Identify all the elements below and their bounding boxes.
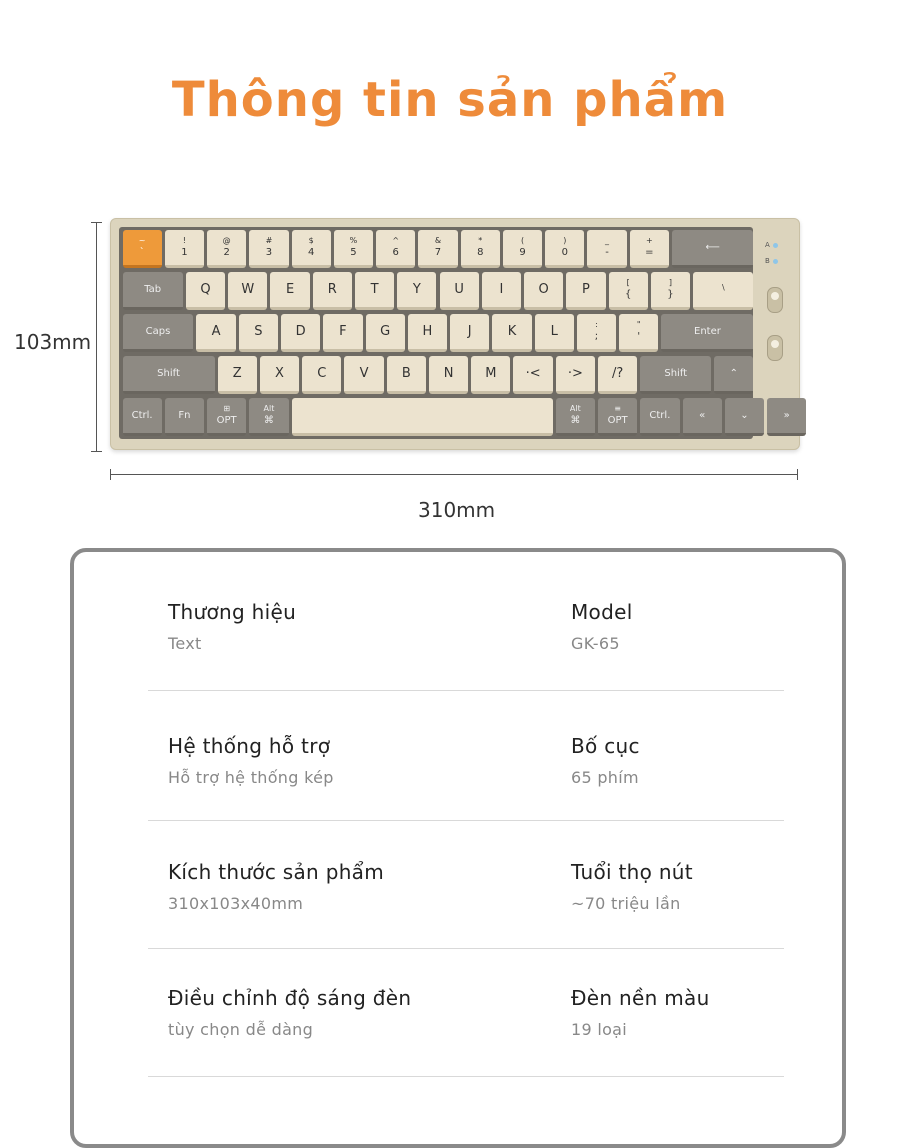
spec-divider bbox=[148, 1076, 784, 1077]
key: Shift bbox=[640, 356, 711, 394]
key: V bbox=[344, 356, 383, 394]
keyboard-plate bbox=[119, 227, 790, 439]
key: + = bbox=[630, 230, 669, 268]
width-label: 310mm bbox=[418, 498, 496, 522]
key: K bbox=[492, 314, 531, 352]
key: Fn bbox=[165, 398, 204, 436]
width-dimension-line bbox=[110, 474, 798, 475]
key: D bbox=[281, 314, 320, 352]
key: Ctrl. bbox=[123, 398, 162, 436]
spec-value: 19 loại bbox=[571, 1020, 628, 1039]
key: P bbox=[566, 272, 605, 310]
key: I bbox=[482, 272, 521, 310]
key: ) 0 bbox=[545, 230, 584, 268]
keyboard-image bbox=[110, 218, 800, 450]
key: R bbox=[313, 272, 352, 310]
spec-label: Đèn nền màu bbox=[571, 986, 710, 1010]
key: ⟵ bbox=[672, 230, 754, 268]
spec-right-3 bbox=[571, 986, 710, 1039]
key: E bbox=[270, 272, 309, 310]
key: /? bbox=[598, 356, 637, 394]
spec-value: tùy chọn dễ dàng bbox=[168, 1020, 314, 1039]
spec-left-2 bbox=[168, 860, 384, 913]
key: M bbox=[471, 356, 510, 394]
keyboard-side-panel bbox=[759, 231, 789, 437]
mode-switch bbox=[767, 287, 783, 313]
key: C bbox=[302, 356, 341, 394]
key: ] } bbox=[651, 272, 690, 310]
key: O bbox=[524, 272, 563, 310]
key: & 7 bbox=[418, 230, 457, 268]
spec-right-2 bbox=[571, 860, 693, 913]
key: G bbox=[366, 314, 405, 352]
spec-left-1 bbox=[168, 734, 334, 787]
key: L bbox=[535, 314, 574, 352]
spec-value: Hỗ trợ hệ thống kép bbox=[168, 768, 334, 787]
key: % 5 bbox=[334, 230, 373, 268]
key: F bbox=[323, 314, 362, 352]
spec-label: Tuổi thọ nút bbox=[571, 860, 693, 884]
spec-label: Model bbox=[571, 600, 633, 624]
key: [ { bbox=[609, 272, 648, 310]
page-title: Thông tin sản phẩm bbox=[171, 72, 729, 128]
key: ! 1 bbox=[165, 230, 204, 268]
key: ^ 6 bbox=[376, 230, 415, 268]
key: Alt ⌘ bbox=[556, 398, 595, 436]
key: Y bbox=[397, 272, 436, 310]
key: ⊞ OPT bbox=[207, 398, 246, 436]
spec-divider bbox=[148, 948, 784, 949]
key: ⌄ bbox=[725, 398, 764, 436]
connection-switch bbox=[767, 335, 783, 361]
keyboard-diagram bbox=[0, 200, 900, 530]
key: A bbox=[196, 314, 235, 352]
spec-value: Text bbox=[168, 634, 202, 653]
spec-value: ~70 triệu lần bbox=[571, 894, 681, 913]
key: " ' bbox=[619, 314, 658, 352]
key: Caps bbox=[123, 314, 194, 352]
key: $ 4 bbox=[292, 230, 331, 268]
key: Z bbox=[218, 356, 257, 394]
spec-label: Hệ thống hỗ trợ bbox=[168, 734, 331, 758]
key: @ 2 bbox=[207, 230, 246, 268]
key: ≡ OPT bbox=[598, 398, 637, 436]
height-dimension-line bbox=[96, 222, 97, 452]
key: Tab bbox=[123, 272, 183, 310]
spec-value: GK-65 bbox=[571, 634, 620, 653]
key: Ctrl. bbox=[640, 398, 679, 436]
key: J bbox=[450, 314, 489, 352]
key: W bbox=[228, 272, 267, 310]
spec-label: Điều chỉnh độ sáng đèn bbox=[168, 986, 412, 1010]
key: ( 9 bbox=[503, 230, 542, 268]
key: « bbox=[683, 398, 722, 436]
height-label: 103mm bbox=[14, 330, 92, 354]
spec-left-3 bbox=[168, 986, 411, 1039]
spec-value: 65 phím bbox=[571, 768, 639, 787]
spec-label: Bố cục bbox=[571, 734, 640, 758]
key: X bbox=[260, 356, 299, 394]
spec-value: 310x103x40mm bbox=[168, 894, 304, 913]
led-indicator-a: A bbox=[765, 241, 778, 249]
spec-left-0 bbox=[168, 600, 296, 653]
spec-card bbox=[70, 548, 846, 1148]
key: * 8 bbox=[461, 230, 500, 268]
key: _ - bbox=[587, 230, 626, 268]
key: ⌃ bbox=[714, 356, 753, 394]
spec-divider bbox=[148, 820, 784, 821]
key: ·< bbox=[513, 356, 552, 394]
key: » bbox=[767, 398, 806, 436]
key: Shift bbox=[123, 356, 215, 394]
led-indicator-b: B bbox=[765, 257, 778, 265]
key: Q bbox=[186, 272, 225, 310]
key: U bbox=[440, 272, 479, 310]
key: ·> bbox=[556, 356, 595, 394]
key: T bbox=[355, 272, 394, 310]
spec-label: Thương hiệu bbox=[168, 600, 297, 624]
key: # 3 bbox=[249, 230, 288, 268]
key: H bbox=[408, 314, 447, 352]
key: : ; bbox=[577, 314, 616, 352]
key: ~ ` bbox=[123, 230, 162, 268]
key: Alt ⌘ bbox=[249, 398, 288, 436]
key: \ bbox=[693, 272, 753, 310]
spec-label: Kích thước sản phẩm bbox=[168, 860, 385, 884]
spec-divider bbox=[148, 690, 784, 691]
key: S bbox=[239, 314, 278, 352]
key bbox=[292, 398, 553, 436]
spec-right-1 bbox=[571, 734, 640, 787]
key: B bbox=[387, 356, 426, 394]
key: Enter bbox=[661, 314, 753, 352]
spec-right-0 bbox=[571, 600, 633, 653]
key: N bbox=[429, 356, 468, 394]
